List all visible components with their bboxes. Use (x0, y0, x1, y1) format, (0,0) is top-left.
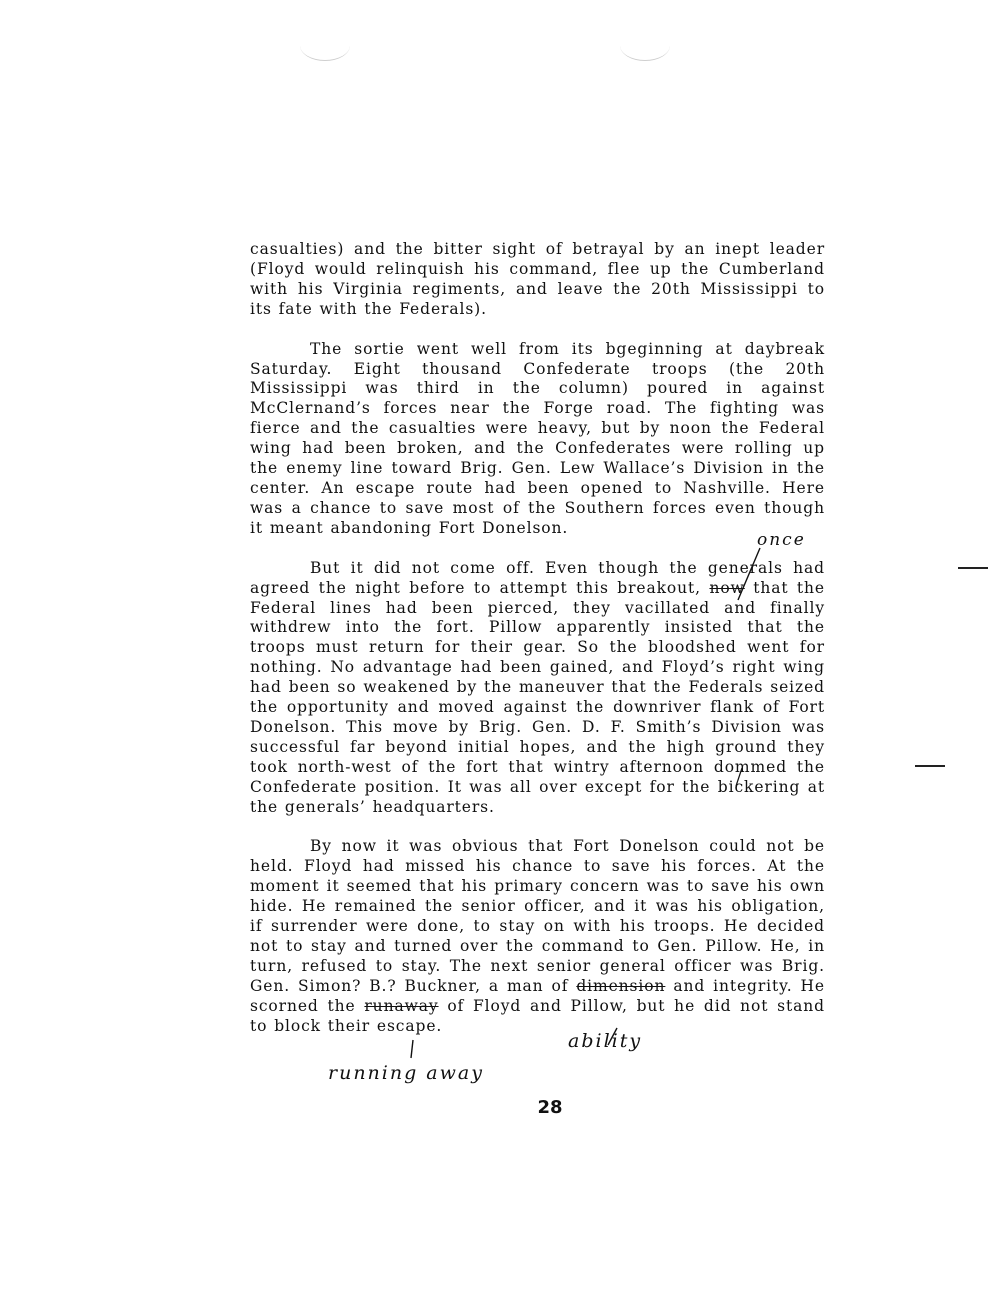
handwritten-ability: ability (568, 1030, 643, 1052)
paragraph-4: By now it was obvious that Fort Donelson could not be held. Floyd had missed his chance to save his forces. At the moment it seemed that his primary concern was to save his own hide. He remained the senior officer, and it was his obligation, if surrender were done, to stay on with his troops. He decided not to stay and turned over the command to Gen. Pillow. He, in turn, refused to stay. The next senior general officer was Brig. Gen. Simon? B.? Buckner, a man of dimension and integrity. He scorned the runaway of Floyd and Pillow, but he did not stand to block their escape. (250, 837, 826, 1035)
paragraph-3: But it did not come off. Even though the generals had agreed the night before to attempt this breakout, now that the Federal lines had been pierced, they vacillated and finally withdrew into the fort. Pillow apparently insisted that the troops must return for their gear. So the bloodshed went for nothing. No advantage had been gained, and Floyd’s right wing had been so weakened by the maneuver that the Federals seized the opportunity and moved against the downriver flank of Fort Donelson. This move by Brig. Gen. D. F. Smith’s Division was successful far beyond initial hopes, and the high ground they took north-west of the fort that wintry afternoon dommed the Confederate position. It was all over except for the bickering at the generals’ headquarters. (250, 558, 825, 816)
struck-word-runaway: runaway (364, 996, 439, 1015)
insertion-stroke-once (738, 548, 760, 600)
page-number: 28 (537, 1097, 563, 1118)
paragraph-2: The sortie went well from its bgeginning at daybreak Saturday. Eight thousand Confederate troops (the 20th Mississippi was third in the column) poured in against McClernand’s forces near the Forge road. The fighting was fierce and the casualties were heavy, but by noon the Federal wing had been broken, and the Confederates were rolling up the enemy line toward Brig. Gen. Lew Wallace’s Division in the center. An escape route had been opened to Nashville. Here was a chance to save most of the Southern forces even though it meant abandoning Fort Donelson. (250, 339, 825, 537)
struck-word-dimension: dimension (576, 976, 666, 995)
correction-stroke-ground (736, 768, 742, 786)
margin-mark-2 (915, 765, 945, 767)
insertion-stroke-running-away (411, 1040, 413, 1058)
paragraph-1: casualties) and the bitter sight of betrayal by an inept leader (Floyd would relinquish his command, flee up the Cumberland with his Virginia regiments, and leave the 20th Mississippi to its fate with the Federals). (250, 240, 825, 318)
handwritten-once: once (757, 530, 806, 550)
insertion-stroke-ability (608, 1028, 617, 1045)
struck-word-now: now (709, 578, 745, 597)
margin-mark-1 (958, 567, 988, 569)
handwritten-running-away: running away (328, 1062, 484, 1084)
